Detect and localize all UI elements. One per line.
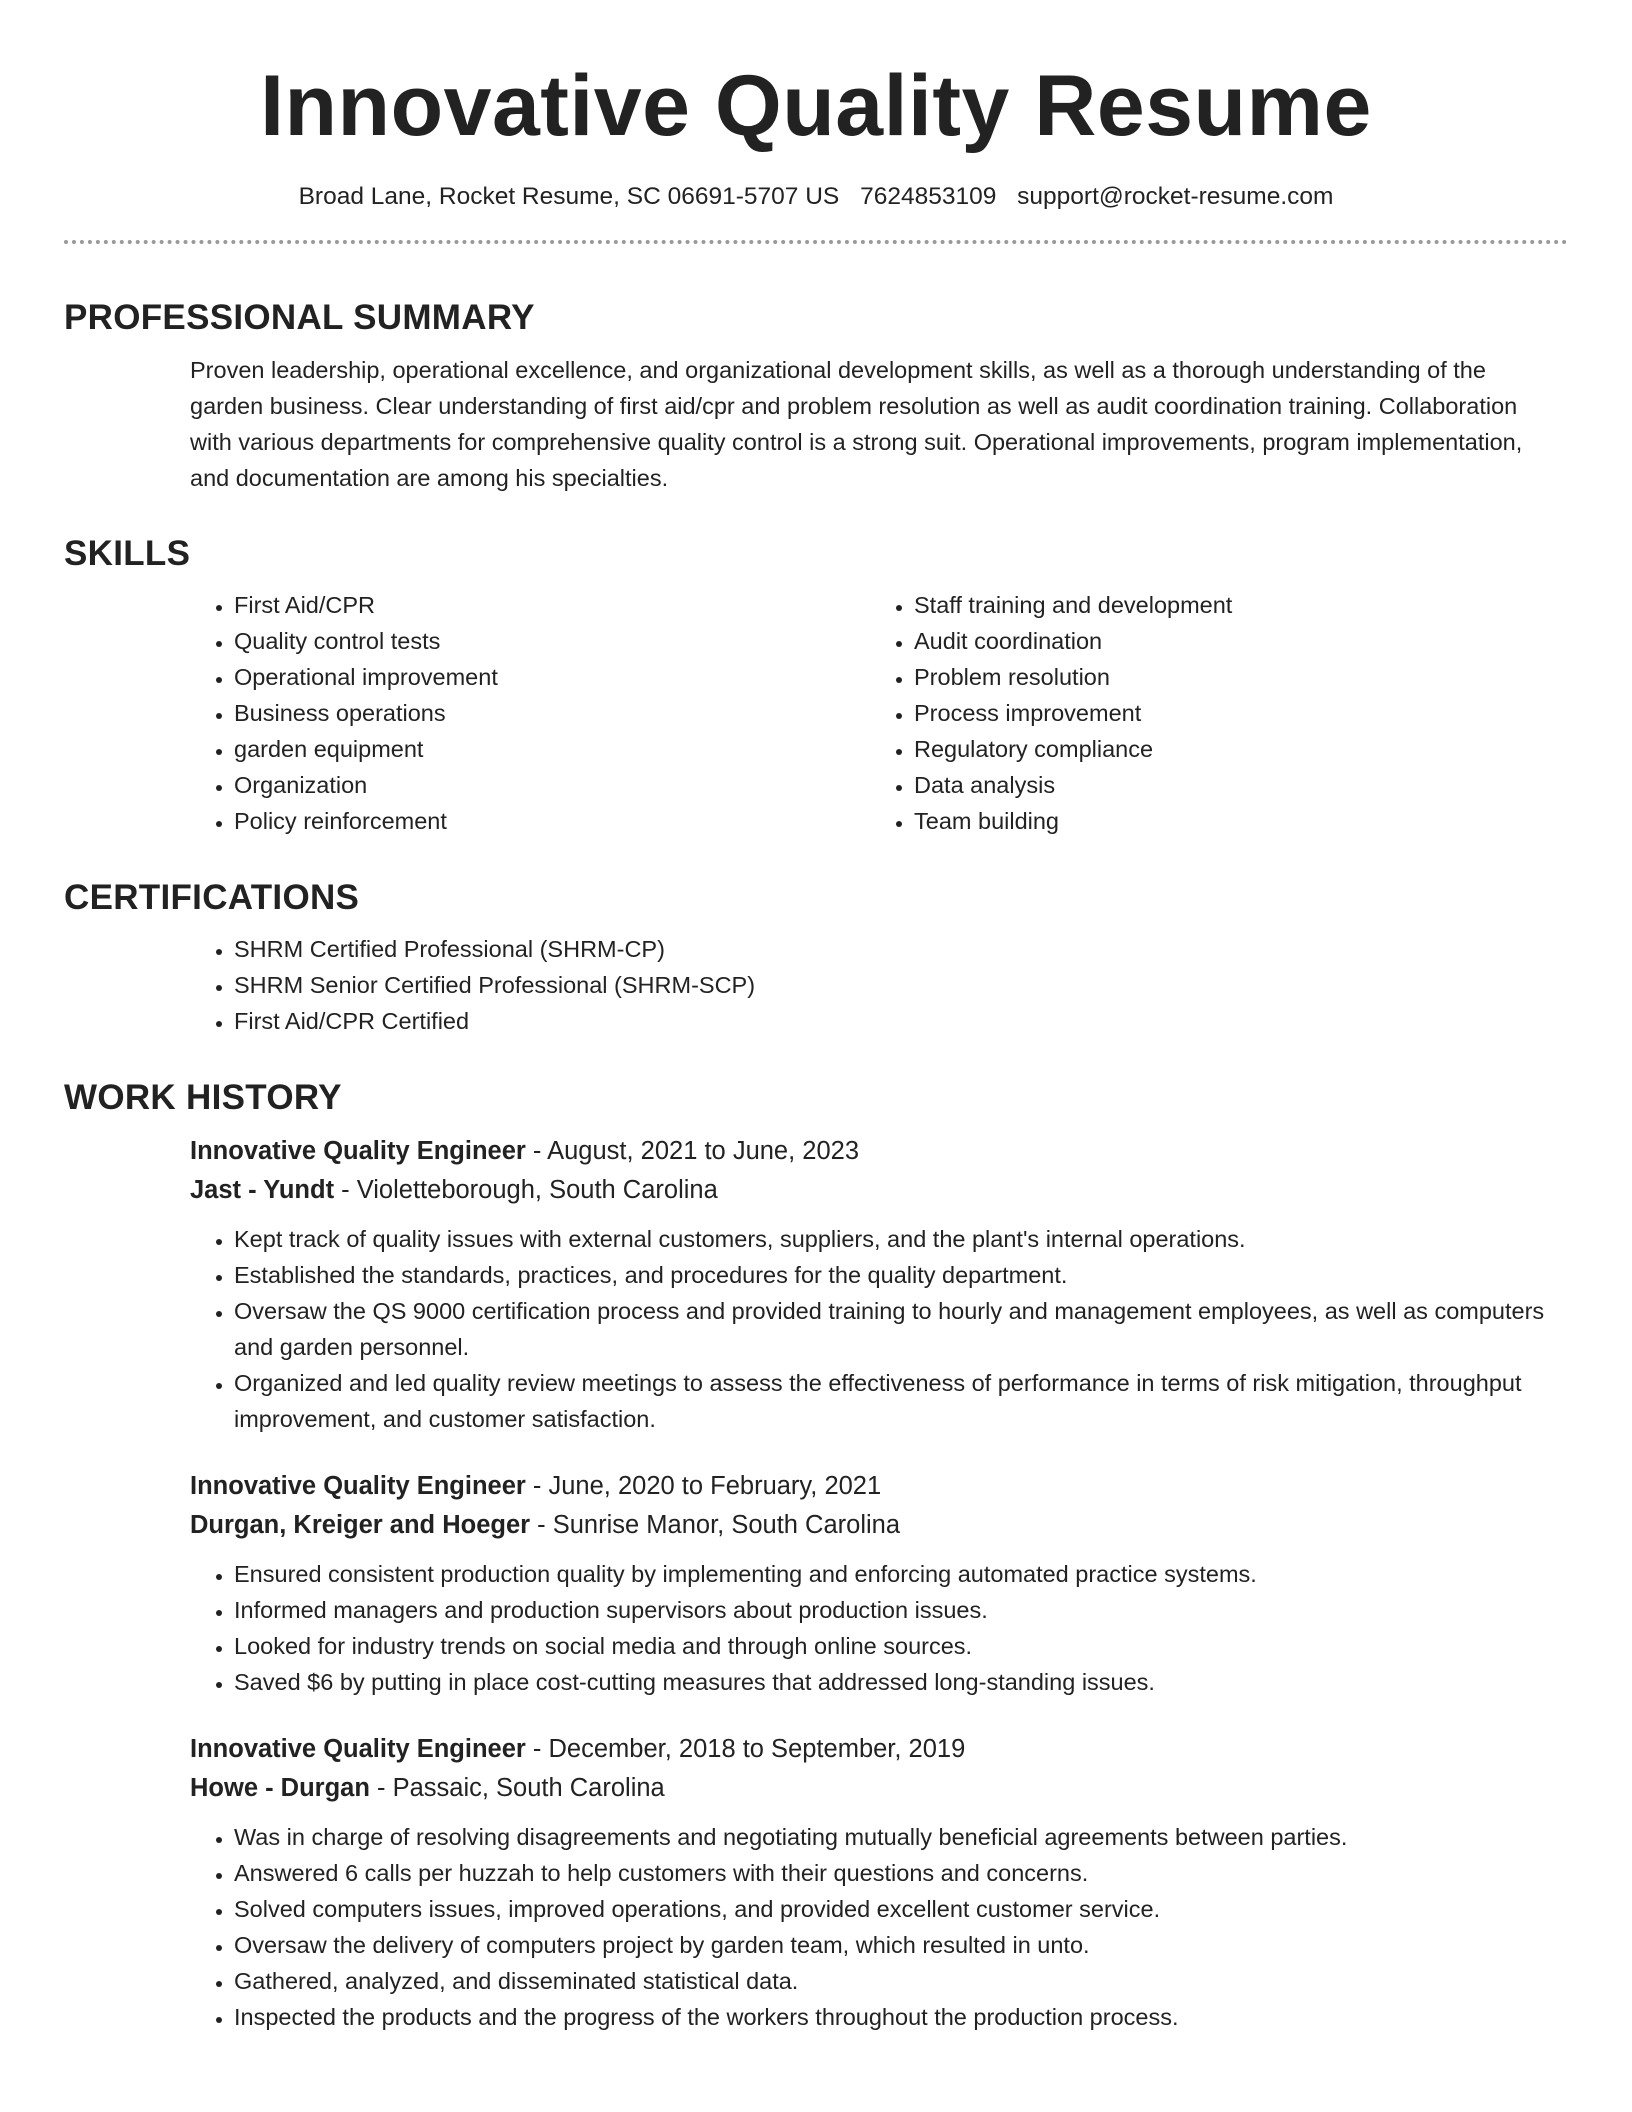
job-company: Durgan, Kreiger and Hoeger [190, 1511, 531, 1539]
job-bullet: • Was in charge of resolving disagreements and negotiating mutually beneficial agreements between parties. [234, 1819, 1568, 1855]
certifications-title: CERTIFICATIONS [64, 878, 360, 917]
certification-item: • SHRM Certified Professional (SHRM-CP) [234, 931, 1568, 967]
certifications-list-wrap [190, 931, 1568, 1039]
work-history-section [64, 1076, 1568, 2065]
certifications-section [64, 876, 1568, 1039]
skill-item: • Team building [914, 803, 1549, 839]
skills-columns [190, 587, 1568, 839]
job-company-line [190, 1171, 1568, 1210]
job-bullet: • Looked for industry trends on social media and through online sources. [234, 1628, 1568, 1664]
job-role: Innovative Quality Engineer [190, 1735, 526, 1763]
skill-item: • Data analysis [914, 767, 1549, 803]
certifications-list [190, 931, 1568, 1039]
skills-list-right [870, 587, 1549, 839]
skill-item: • Regulatory compliance [914, 731, 1549, 767]
job-role-line [190, 1730, 1568, 1769]
job-entry [190, 1132, 1568, 1437]
resume-name: Innovative Quality Resume [260, 58, 1372, 154]
job-company: Jast - Yundt [190, 1176, 335, 1204]
skill-item: • First Aid/CPR [234, 587, 870, 623]
summary-section [64, 296, 1568, 496]
job-location: - Violetteborough, South Carolina [334, 1176, 718, 1204]
contact-phone: 7624853109 [860, 183, 997, 210]
skill-item: • Operational improvement [234, 659, 870, 695]
jobs-list [190, 1132, 1568, 2035]
job-bullet: • Oversaw the QS 9000 certification process and provided training to hourly and management employees, as well as computers and garden personnel. [234, 1293, 1568, 1365]
job-dates: - August, 2021 to June, 2023 [525, 1137, 860, 1165]
job-role: Innovative Quality Engineer [190, 1137, 526, 1165]
job-entry [190, 1730, 1568, 2035]
skills-title: SKILLS [64, 534, 191, 573]
job-bullet: • Oversaw the delivery of computers project by garden team, which resulted in unto. [234, 1927, 1568, 1963]
job-bullet: • Informed managers and production supervisors about production issues. [234, 1592, 1568, 1628]
summary-text: Proven leadership, operational excellence, and organizational development skills, as well as a thorough understanding of the garden business. Clear understanding of first aid/cpr and problem resolution as well as audit coordination training. Collaboration with various departments for comprehensive quality control is a strong suit. Operational improvements, program implementation, and documentation are among his specialties. [190, 357, 1523, 491]
skills-list-left [190, 587, 870, 839]
contact-line [64, 182, 1568, 212]
certification-item: • First Aid/CPR Certified [234, 1003, 1568, 1039]
job-bullet: • Inspected the products and the progress of the workers throughout the production process. [234, 1999, 1568, 2035]
job-bullet: • Saved $6 by putting in place cost-cutting measures that addressed long-standing issues. [234, 1664, 1568, 1700]
skill-item: • Business operations [234, 695, 870, 731]
job-bullet: • Solved computers issues, improved operations, and provided excellent customer service. [234, 1891, 1568, 1927]
resume-page [64, 0, 1568, 2030]
skill-item: • Process improvement [914, 695, 1549, 731]
job-bullets [190, 1556, 1568, 1700]
job-bullet: • Answered 6 calls per huzzah to help customers with their questions and concerns. [234, 1855, 1568, 1891]
contact-address: Broad Lane, Rocket Resume, SC 06691-5707 US [298, 183, 840, 210]
skill-item: • Audit coordination [914, 623, 1549, 659]
skill-item: • garden equipment [234, 731, 870, 767]
job-bullet: • Gathered, analyzed, and disseminated statistical data. [234, 1963, 1568, 1999]
job-bullets [190, 1221, 1568, 1437]
job-company-line [190, 1506, 1568, 1545]
job-entry [190, 1467, 1568, 1700]
job-company-line [190, 1769, 1568, 1808]
header-divider [64, 240, 1568, 244]
job-bullet: • Organized and led quality review meetings to assess the effectiveness of performance in terms of risk mitigation, throughput improvement, and customer satisfaction. [234, 1365, 1568, 1437]
job-bullet: • Ensured consistent production quality by implementing and enforcing automated practice systems. [234, 1556, 1568, 1592]
skills-section [64, 532, 1568, 839]
job-company: Howe - Durgan [190, 1774, 370, 1802]
job-dates: - December, 2018 to September, 2019 [525, 1735, 966, 1763]
summary-title: PROFESSIONAL SUMMARY [64, 298, 535, 337]
skill-item: • Organization [234, 767, 870, 803]
job-bullets [190, 1819, 1568, 2035]
job-location: - Sunrise Manor, South Carolina [530, 1511, 901, 1539]
work-history-title: WORK HISTORY [64, 1078, 342, 1117]
job-dates: - June, 2020 to February, 2021 [525, 1472, 882, 1500]
certification-item: • SHRM Senior Certified Professional (SHRM-SCP) [234, 967, 1568, 1003]
skill-item: • Staff training and development [914, 587, 1549, 623]
job-role-line [190, 1132, 1568, 1171]
contact-email: support@rocket-resume.com [1017, 183, 1334, 210]
job-bullet: • Kept track of quality issues with external customers, suppliers, and the plant's internal operations. [234, 1221, 1568, 1257]
skill-item: • Problem resolution [914, 659, 1549, 695]
job-role: Innovative Quality Engineer [190, 1472, 526, 1500]
skill-item: • Quality control tests [234, 623, 870, 659]
job-role-line [190, 1467, 1568, 1506]
job-bullet: • Established the standards, practices, and procedures for the quality department. [234, 1257, 1568, 1293]
skill-item: • Policy reinforcement [234, 803, 870, 839]
job-location: - Passaic, South Carolina [369, 1774, 665, 1802]
